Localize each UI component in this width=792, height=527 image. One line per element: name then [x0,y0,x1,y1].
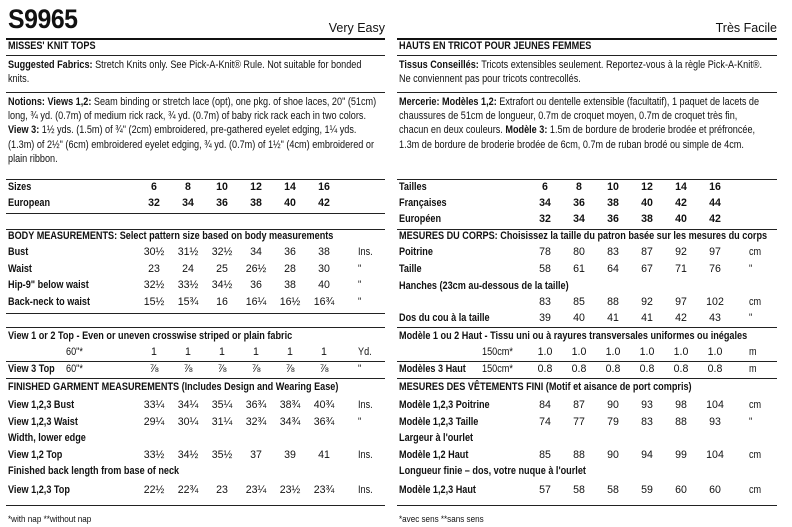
value-cell: 39 [539,312,551,324]
row-label: View 3 Top [8,363,55,375]
unit-label: cm [749,246,762,258]
footnote: *avec sens **sans sens [399,514,484,524]
largeur-label: Largeur à l'ourlet [399,432,474,444]
value-cell: 29¼ [143,415,165,428]
unit-label: m [749,346,757,358]
value-cell: 1 [185,346,191,358]
notions-view3-label: Modèle 3: [502,124,548,137]
value-cell: 90 [607,449,619,461]
unit-label: " [358,363,362,375]
fabrics-label: Suggested Fabrics: [8,59,93,71]
value-cell: 0.8 [673,363,689,375]
value-cell: 78 [539,246,551,258]
notions-views12-text: Seam binding or stretch lace (opt), one pkg. of shoe laces, 20" (51cm) long, ¾ yd. (0.7m) of medium rick rack, ¾ yd. (0.7m) of baby rick rack each in two colors. [8,96,377,123]
value-cell: 38 [284,279,296,291]
value-cell: 77 [573,415,585,428]
divider [397,361,777,362]
value-cell: 41 [318,449,330,461]
value-cell: 38 [607,197,619,209]
sizes-label: Sizes [8,181,32,193]
value-cell: 32½ [211,246,233,258]
fabric-title: Modèle 1 ou 2 Haut - Tissu uni ou à rayures transversales uniformes ou inégales [399,330,748,342]
value-cell: 44 [709,197,721,209]
notions-view3-text: 1.5m de bordure de broderie brodée et préfroncée, 1.3m de bordure de broderie brodée de 6cm, 0.7m de ruban brodé ou simple de 4cm. [399,124,756,151]
notions-label: Notions: [8,96,45,108]
europeen-label: Européen [399,213,442,225]
unit-label: Ins. [358,449,373,461]
value-cell: 24 [182,262,194,275]
value-cell: 36¾ [313,415,335,428]
unit-label: Ins. [358,399,373,411]
value-cell: 6 [151,181,157,193]
row-label: Hip-9" below waist [8,279,89,291]
unit-label: Yd. [358,346,372,358]
value-cell: 10 [216,181,228,193]
section-title: MISSES' KNIT TOPS [8,40,96,52]
value-cell: 0.8 [605,363,621,375]
row-label: Taille [399,262,422,275]
unit-label: cm [749,449,762,461]
value-cell: 88 [607,296,619,308]
unit-label: cm [749,484,762,496]
value-cell: 40 [284,197,296,209]
value-cell: 1 [287,346,293,358]
value-cell: 90 [607,399,619,411]
value-cell: 38 [641,213,653,225]
value-cell: 97 [709,246,721,258]
divider [397,378,777,379]
divider [6,55,385,56]
value-cell: 34 [250,246,262,258]
value-cell: 94 [641,449,653,461]
value-cell: 40¾ [313,399,335,411]
difficulty-level: Très Facile [715,21,777,35]
row-label: Modèle 1,2,3 Taille [399,415,479,428]
fabric-width: 60"* [66,363,83,375]
difficulty-level: Very Easy [328,21,385,35]
value-cell: 33½ [143,449,165,461]
value-cell: 58 [607,484,619,496]
value-cell: 80 [573,246,585,258]
value-cell: 87 [573,399,585,411]
notions-views12-label: Views 1,2: [44,96,92,108]
fabrics-label: Tissus Conseillés: [399,59,479,71]
row-label: Dos du cou à la taille [399,312,490,324]
value-cell: 1.0 [707,346,723,358]
value-cell: 16 [216,295,228,308]
fabrics-text: Stretch Knits only. See Pick-A-Knit® Rule. Not suitable for bonded knits. [8,59,362,86]
finished-title: FINISHED GARMENT MEASUREMENTS (Includes Design and Wearing Ease) [8,381,339,393]
value-cell: 42 [709,213,721,225]
value-cell: 8 [576,181,582,193]
value-cell: 93 [709,415,721,428]
value-cell: 59 [641,484,653,496]
value-cell: 26½ [245,262,267,275]
francaises-label: Françaises [399,197,447,209]
value-cell: ⅞ [251,363,261,375]
value-cell: 92 [675,246,687,258]
value-cell: 16½ [279,295,301,308]
value-cell: ⅞ [285,363,295,375]
back-length-label: Finished back length from base of neck [8,465,180,477]
value-cell: 35¼ [211,399,233,411]
unit-label: Ins. [358,246,373,258]
value-cell: 57 [539,484,551,496]
value-cell: 10 [607,181,619,193]
value-cell: 12 [250,181,262,193]
fabric-width: 60"* [66,346,83,358]
unit-label: " [358,295,362,308]
value-cell: 93 [641,399,653,411]
divider [6,505,385,506]
value-cell: 30¼ [177,415,199,428]
suggested-fabrics [399,58,769,86]
value-cell: 83 [641,415,653,428]
row-label: Back-neck to waist [8,295,91,308]
value-cell: 64 [607,262,619,275]
value-cell: 41 [641,312,653,324]
value-cell: ⅞ [149,363,159,375]
value-cell: 36 [216,197,228,209]
value-cell: 60 [675,484,687,496]
row-label: View 1,2 Top [8,449,63,461]
row-label: View 1,2,3 Top [8,484,70,496]
value-cell: 35½ [211,449,233,461]
value-cell: 38 [318,246,330,258]
value-cell: 34¼ [177,399,199,411]
row-label: Bust [8,246,29,258]
value-cell: 88 [675,415,687,428]
value-cell: 0.8 [571,363,587,375]
value-cell: 23¾ [313,484,335,496]
value-cell: 104 [706,399,724,411]
unit-label: cm [749,399,762,411]
value-cell: 60 [709,484,721,496]
fabric-title: View 1 or 2 Top - Even or uneven crosswise striped or plain fabric [8,330,293,342]
body-measurements-title: MESURES DU CORPS: Choisissez la taille du patron basée sur les mesures du corps [399,230,768,242]
longueur-label: Longueur finie – dos, votre nuque à l'ourlet [399,465,586,477]
row-label: Poitrine [399,246,433,258]
tailles-label: Tailles [399,181,427,193]
value-cell: 83 [607,246,619,258]
value-cell: 0.8 [707,363,723,375]
value-cell: ⅞ [319,363,329,375]
value-cell: 31¼ [211,415,233,428]
suggested-fabrics [8,58,378,86]
value-cell: 58 [573,484,585,496]
value-cell: 1 [253,346,259,358]
value-cell: 102 [706,296,724,308]
value-cell: 12 [641,181,653,193]
value-cell: 40 [641,197,653,209]
unit-label: " [358,262,362,275]
value-cell: 84 [539,399,551,411]
divider [6,179,385,180]
divider [6,327,385,328]
value-cell: 32½ [143,279,165,291]
divider [397,179,777,180]
value-cell: 34½ [211,279,233,291]
value-cell: 36 [573,197,585,209]
fabrics-text: Tricots extensibles seulement. Reportez-vous à la règle Pick-A-Knit®. Ne conviennent pas pour tricots contrecollés. [399,59,763,86]
row-label: Modèle 1,2,3 Haut [399,484,476,496]
value-cell: 16 [318,181,330,193]
value-cell: ⅞ [217,363,227,375]
value-cell: 33½ [177,279,199,291]
footnote: *with nap **without nap [8,514,92,524]
value-cell: 85 [573,296,585,308]
value-cell: 16¼ [245,295,267,308]
value-cell: 23¼ [245,484,267,496]
value-cell: 23½ [279,484,301,496]
value-cell: 1.0 [571,346,587,358]
value-cell: 16¾ [313,295,335,308]
value-cell: 36¾ [245,399,267,411]
value-cell: 1.0 [605,346,621,358]
value-cell: 1.0 [639,346,655,358]
value-cell: 0.8 [537,363,553,375]
divider [6,378,385,379]
value-cell: 58 [539,262,551,275]
value-cell: 30 [318,262,330,275]
value-cell: 30½ [143,246,165,258]
value-cell: 1 [219,346,225,358]
divider [6,313,385,314]
value-cell: 25 [216,262,228,275]
notions-label: Mercerie: Modèles 1,2: [399,96,497,108]
value-cell: 41 [607,312,619,324]
notions [399,95,769,152]
row-label: View 1,2,3 Waist [8,415,78,428]
value-cell: 1 [151,346,157,358]
value-cell: 28 [284,262,296,275]
value-cell: ⅞ [183,363,193,375]
value-cell: 38¾ [279,399,301,411]
unit-label: " [358,415,362,428]
unit-label: Ins. [358,484,373,496]
value-cell: 104 [706,449,724,461]
value-cell: 32 [148,197,160,209]
value-cell: 67 [641,262,653,275]
value-cell: 36 [607,213,619,225]
notions-text: Extrafort ou dentelle extensible (facultatif), 1 paquet de lacets de chaussures de 51cm de longueur, 0.7m de croquet moyen, 0.7m de croquet très fin, chacun en deux couleurs. [399,96,760,137]
value-cell: 34 [182,197,194,209]
value-cell: 39 [284,449,296,461]
value-cell: 8 [185,181,191,193]
hanches-label: Hanches (23cm au-dessous de la taille) [399,280,569,292]
value-cell: 31½ [177,246,199,258]
value-cell: 1.0 [673,346,689,358]
value-cell: 43 [709,312,721,324]
value-cell: 0.8 [639,363,655,375]
row-label: Modèle 1,2 Haut [399,449,469,461]
value-cell: 97 [675,296,687,308]
row-label: Modèle 1,2,3 Poitrine [399,399,490,411]
divider [6,92,385,93]
value-cell: 6 [542,181,548,193]
value-cell: 83 [539,296,551,308]
value-cell: 34 [573,213,585,225]
value-cell: 32¾ [245,415,267,428]
notions-view3-text: 1½ yds. (1.5m) of ¾" (2cm) embroidered, pre-gathered eyelet edging, 1¼ yds. (1.3m) of 2½" (6cm) embroidered eyelet edging, ¾ yd. (0.7m) of 1½" (4cm) embroidered or plain ribbon. [8,124,374,165]
value-cell: 22¾ [177,484,199,496]
value-cell: 38 [250,197,262,209]
value-cell: 14 [284,181,296,193]
value-cell: 14 [675,181,687,193]
value-cell: 23 [148,262,160,275]
value-cell: 32 [539,213,551,225]
value-cell: 1.0 [537,346,553,358]
divider [6,361,385,362]
unit-label: " [358,279,362,291]
value-cell: 42 [318,197,330,209]
divider [397,505,777,506]
value-cell: 99 [675,449,687,461]
value-cell: 40 [675,213,687,225]
value-cell: 42 [675,197,687,209]
value-cell: 61 [573,262,585,275]
value-cell: 74 [539,415,551,428]
value-cell: 87 [641,246,653,258]
value-cell: 23 [216,484,228,496]
value-cell: 76 [709,262,721,275]
value-cell: 85 [539,449,551,461]
value-cell: 92 [641,296,653,308]
value-cell: 37 [250,449,262,461]
value-cell: 34½ [177,449,199,461]
divider [6,213,385,214]
value-cell: 33¼ [143,399,165,411]
divider [397,327,777,328]
row-label: Waist [8,262,32,275]
divider [397,55,777,56]
row-label: Modèles 3 Haut [399,363,466,375]
value-cell: 1 [321,346,327,358]
unit-label: " [749,262,753,275]
section-title: HAUTS EN TRICOT POUR JEUNES FEMMES [399,40,592,52]
value-cell: 40 [318,279,330,291]
fabric-width: 150cm* [482,346,513,358]
value-cell: 79 [607,415,619,428]
body-measurements-title: BODY MEASUREMENTS: Select pattern size based on body measurements [8,230,334,242]
value-cell: 98 [675,399,687,411]
row-label: View 1,2,3 Bust [8,399,75,411]
fabric-width: 150cm* [482,363,513,375]
value-cell: 34¾ [279,415,301,428]
unit-label: m [749,363,757,375]
value-cell: 88 [573,449,585,461]
value-cell: 36 [250,279,262,291]
unit-label: " [749,415,753,428]
finished-title: MESURES DES VÊTEMENTS FINI (Motif et aisance de port compris) [399,381,692,393]
value-cell: 36 [284,246,296,258]
value-cell: 15½ [143,295,165,308]
notions [8,95,378,166]
value-cell: 22½ [143,484,165,496]
divider [397,92,777,93]
notions-view3-label: View 3: [8,124,40,137]
width-lower-label: Width, lower edge [8,432,86,444]
value-cell: 15¾ [177,295,199,308]
value-cell: 34 [539,197,551,209]
value-cell: 42 [675,312,687,324]
european-label: European [8,197,51,209]
unit-label: " [749,312,753,324]
value-cell: 40 [573,312,585,324]
value-cell: 71 [675,262,687,275]
pattern-code: S9965 [8,4,78,34]
value-cell: 16 [709,181,721,193]
unit-label: cm [749,296,762,308]
